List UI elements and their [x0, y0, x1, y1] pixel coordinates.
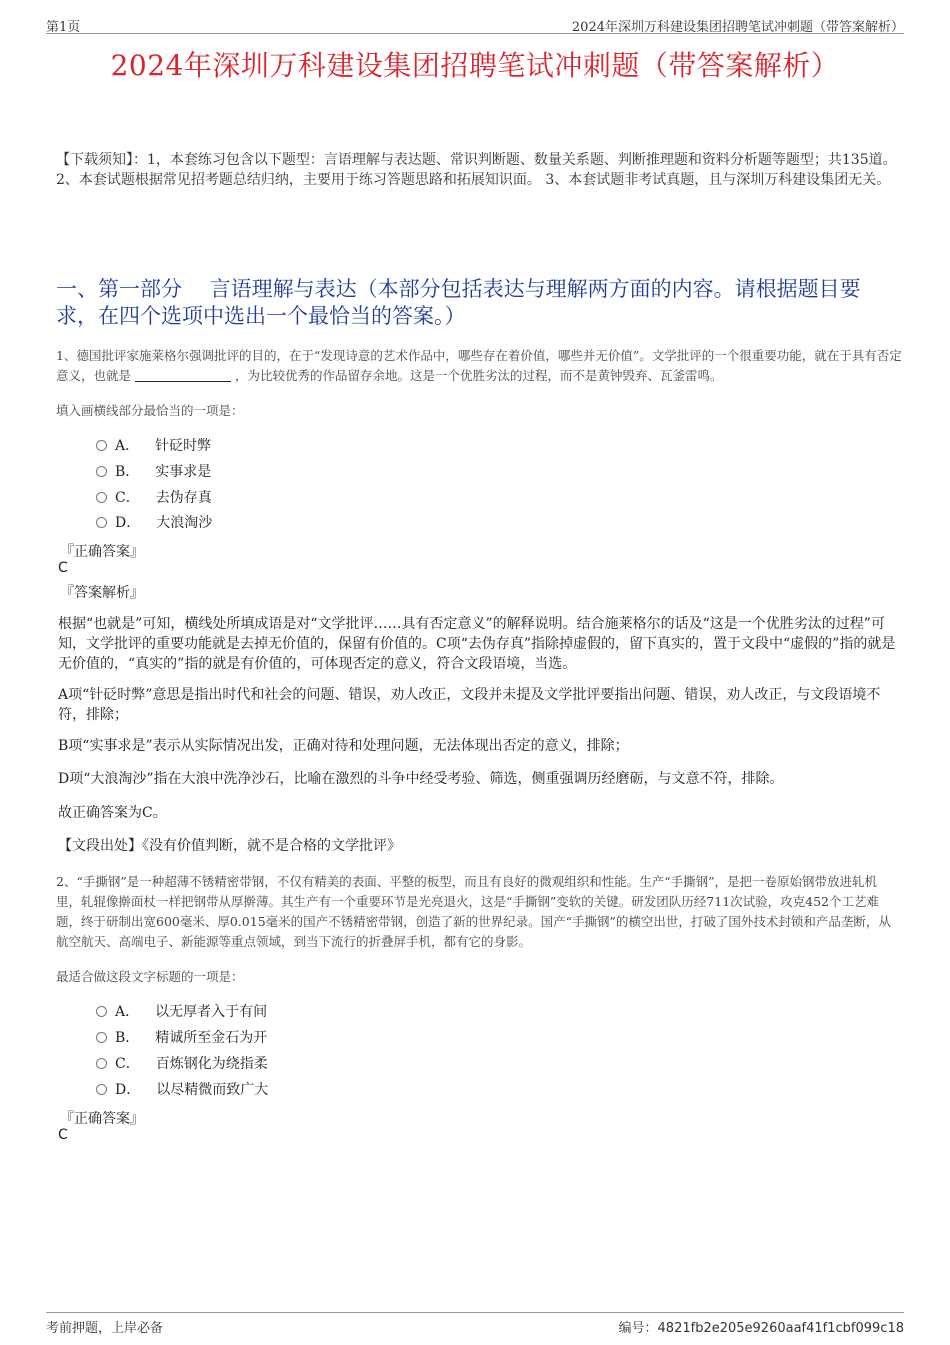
question-1-stem-after: ，为比较优秀的作品留存余地。这是一个优胜劣汰的过程，而不是黄钟毁弃、瓦釜雷鸣。	[235, 368, 723, 383]
analysis-source: 【文段出处】《没有价值判断，就不是合格的文学批评》	[58, 838, 401, 854]
header-doc-title: 2024年深圳万科建设集团招聘笔试冲刺题（带答案解析）	[571, 20, 904, 35]
question-1-option-b[interactable]: B． 实事求是	[96, 462, 211, 482]
question-2-option-b[interactable]: B． 精诚所至金石为开	[96, 1028, 267, 1048]
page-title: 2024年深圳万科建设集团招聘笔试冲刺题（带答案解析）	[110, 49, 840, 82]
download-notice: 【下载须知】：1，本套练习包含以下题型：言语理解与表达题、常识判断题、数量关系题、判断推理题和资料分析题等题型；共135道。 2、本套试题根据常见招考题总结归纳，主要用于练习答题思路和拓展知识面。 3、本套试题非考试真题，且与深圳万科建设集团无关。	[56, 152, 897, 188]
question-1-stem-before: 1、德国批评家施莱格尔强调批评的目的，在于“发现诗意的艺术作品中，哪些存在着价值，哪些并无价值”。文学批评的一个很重要功能，就在于具有否定意义，也就是	[56, 348, 902, 383]
question-1-option-d[interactable]: D． 大浪淘沙	[96, 513, 212, 533]
question-2-option-a[interactable]: A． 以无厚者入于有间	[96, 1002, 267, 1022]
analysis-paragraph: 根据“也就是”可知，横线处所填成语是对“文学批评……具有否定意义”的解释说明。结合施莱格尔的话及“这是一个优胜劣汰的过程”可知，文学批评的重要功能就是去掉无价值的，保留有价值的。C项“去伪存真”指除掉虚假的，留下真实的，置于文段中“虚假的”指的就是无价值的，“真实的”指的就是有价值的，可体现否定的意义，符合文段语境，当选。	[58, 616, 896, 672]
radio-icon[interactable]	[96, 1058, 107, 1069]
question-2-answer: C	[58, 1127, 68, 1143]
footer-serial-number: 编号：4821fb2e205e9260aaf41f1cbf099c18	[618, 1321, 904, 1336]
radio-icon[interactable]	[96, 440, 107, 451]
question-2-answer-label: 『正确答案』	[60, 1111, 144, 1127]
question-1-prompt: 填入画横线部分最恰当的一项是：	[56, 403, 244, 418]
question-1-answer-label: 『正确答案』	[60, 544, 144, 560]
analysis-conclusion: 故正确答案为C。	[58, 805, 167, 821]
analysis-paragraph: A项“针砭时弊”意思是指出时代和社会的问题、错误，劝人改正，文段并未提及文学批评要指出问题、错误，劝人改正，与文段语境不符，排除；	[58, 687, 881, 723]
radio-icon[interactable]	[96, 466, 107, 477]
question-1-stem	[56, 346, 902, 386]
question-2-prompt: 最适合做这段文字标题的一项是：	[56, 969, 244, 984]
radio-icon[interactable]	[96, 517, 107, 528]
question-1-option-a[interactable]: A． 针砭时弊	[96, 436, 211, 456]
question-1-option-c[interactable]: C． 去伪存真	[96, 488, 212, 508]
question-2-option-d[interactable]: D． 以尽精微而致广大	[96, 1080, 268, 1100]
radio-icon[interactable]	[96, 1006, 107, 1017]
question-1-analysis-label: 『答案解析』	[60, 585, 144, 601]
question-2-stem: 2、“手撕钢”是一种超薄不锈精密带钢，不仅有精美的表面、平整的板型，而且有良好的微观组织和性能。生产“手撕钢”，是把一卷原始钢带放进轧机里，轧辊像擀面杖一样把钢带从厚擀薄。其生产有一个重要环节是光亮退火，这是“手撕钢”变软的关键。研发团队历经711次试验，攻克452个工艺难题，终于研制出宽600毫米、厚0.015毫米的国产不锈精密带钢，创造了新的世界纪录。国产“手撕钢”的横空出世，打破了国外技术封锁和产品垄断，从航空航天、高端电子、新能源等重点领域，到当下流行的折叠屏手机，都有它的身影。	[56, 874, 891, 949]
page-footer	[46, 1312, 904, 1334]
question-2-option-c[interactable]: C． 百炼钢化为绕指柔	[96, 1054, 268, 1074]
question-1-answer: C	[58, 560, 68, 576]
section-heading: 一、第一部分 言语理解与表达（本部分包括表达与理解两方面的内容。请根据题目要求，在四个选项中选出一个最恰当的答案。）	[56, 277, 861, 328]
header-page-number: 第1页	[46, 20, 81, 35]
footer-slogan: 考前押题，上岸必备	[46, 1321, 164, 1336]
page-header	[46, 14, 904, 34]
radio-icon[interactable]	[96, 1032, 107, 1043]
analysis-paragraph: D项“大浪淘沙”指在大浪中洗净沙石，比喻在激烈的斗争中经受考验、筛选，侧重强调历经磨砺，与文意不符，排除。	[58, 771, 784, 787]
radio-icon[interactable]	[96, 1084, 107, 1095]
analysis-paragraph: B项“实事求是”表示从实际情况出发，正确对待和处理问题，无法体现出否定的意义，排除；	[58, 738, 629, 754]
fill-blank-line	[135, 368, 231, 382]
radio-icon[interactable]	[96, 492, 107, 503]
